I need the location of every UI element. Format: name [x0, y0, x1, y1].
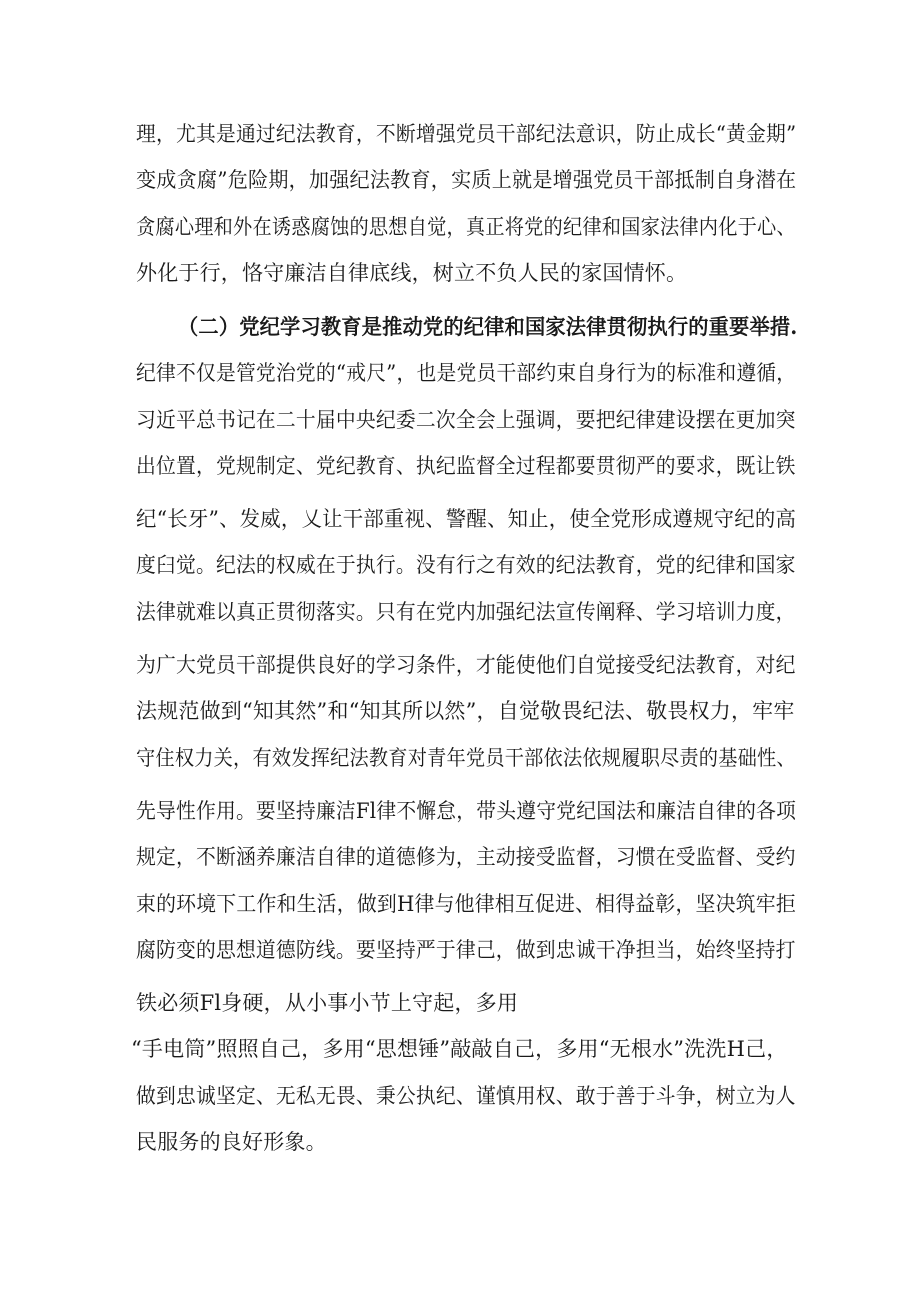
text-line: 出位置，党规制定、党纪教育、执纪监督全过程都要贯彻严的要求，既让铁: [136, 454, 796, 478]
text-line: 纪律不仅是管党治党的“戒尺”，也是党员干部约束自身行为的标准和遵循，: [136, 361, 797, 385]
text-line: 度臼觉。纪法的权威在于执行。没有行之有效的纪法教育，党的纪律和国家: [136, 553, 796, 577]
text-line: 铁必须Fl身硬，从小事小节上守起，多用: [136, 991, 519, 1015]
text-line: 贪腐心理和外在诱惑腐蚀的思想自觉，真正将党的纪律和国家法律内化于心、: [136, 215, 796, 239]
text-line: 做到忠诚坚定、无私无畏、秉公执纪、谨慎用权、敢于善于斗争，树立为人: [136, 1084, 796, 1108]
text-line: 先导性作用。要坚持廉洁Fl律不懈怠，带头遵守党纪国法和廉洁自律的各项: [136, 799, 797, 823]
text-line: 规定，不断涵养廉洁自律的道德修为，主动接受监督，习惯在受监督、受约: [136, 845, 796, 869]
section-heading: （二）党纪学习教育是推动党的纪律和国家法律贯彻执行的重要举措.: [178, 314, 798, 339]
text-line: 习近平总书记在二十届中央纪委二次全会上强调，要把纪律建设摆在更加突: [136, 408, 796, 432]
text-line: 纪“长牙”、发威，乂让干部重视、警醒、知止，使全党形成遵规守纪的高: [136, 507, 797, 531]
text-line: 法律就难以真正贯彻落实。只有在党内加强纪法宣传阐释、学习培训力度，: [136, 600, 796, 624]
text-line: 理，尤其是通过纪法教育，不断增强党员干部纪法意识，防止成长“黄金期”: [136, 122, 797, 146]
text-line: “手电筒”照照自己，多用“思想锤”敲敲自己，多用“无根水”洗洗H己，: [131, 1037, 788, 1061]
text-line: 变成贪腐”危险期，加强纪法教育，实质上就是增强党员干部抵制自身潜在: [136, 168, 797, 192]
text-line: 腐防变的思想道德防线。要坚持严于律己，做到忠诚干净担当，始终坚持打: [136, 938, 796, 962]
text-line: 守住权力关，有效发挥纪法教育对青年党员干部依法依规履职尽责的基础性、: [136, 746, 796, 770]
text-line: 法规范做到“知其然”和“知其所以然”，自觉敬畏纪法、敬畏权力，牢牢: [136, 699, 795, 723]
text-line: 外化于行，恪守廉洁自律底线，树立不负人民的家国情怀。: [136, 261, 688, 285]
text-line: 束的环境下工作和生活，做到H律与他律相互促进、相得益彰，坚决筑牢拒: [136, 892, 796, 916]
text-line: 为广大党员干部提供良好的学习条件，才能使他们自觉接受纪法教育，对纪: [136, 653, 796, 677]
text-line: 民服务的良好形象。: [136, 1130, 327, 1154]
